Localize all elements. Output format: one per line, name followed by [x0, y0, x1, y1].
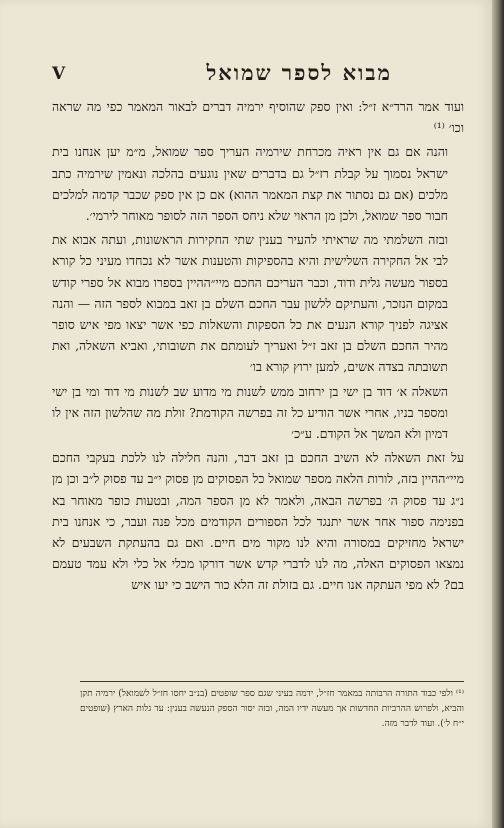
book-spine-edge — [492, 0, 504, 828]
paragraph-3: ובזה השלמתי מה שראיתי להעיר בענין שתי החקירות הראשונות, ועתה אבוא את לבי אל החקירה השלישית והיא בהספיקות והטענות אשר לא נכחדו מעיני כל קורא בספור מעשה גלית ודוד, וכבר העריכם החכם מיי״ההיין בספרו מבוא אל ספרי קודש במקום הנזכר, והעתיקם ללשון עבר החכם השלם בן זאב במבוא לספר הזה — והנה אציגה לפניך קורא הנעים את כל הספקות והשאלות כפי אשר יצאו מפי איש סופר מהיר החכם השלם בן זאב ז״ל ואעריך לעומתם את תשובותי, ואביא השאלה, ואת תשובתה בצדה אשים, למען ירוץ קורא בו׳ — [52, 232, 448, 375]
footnote-divider — [80, 681, 464, 682]
body-text — [52, 96, 464, 599]
paragraph-2: והנה אם גם אין ראיה מכרחת שירמיה העריך ספר שמואל, מ״מ יען אנחנו בית ישראל נסמוך על קבלת רז״ל גם בדברים שאין נוגעים בהלכה ונאמין שירמיה כתב מלכים (אם גם נסתור את קצת המאמר ההוא) אם כן אין ספק שכבר קדמה למלכים חבור ספר שמואל, ולכן מן הראוי שלא ניחס הספר הזה לסופר מאוחר לירמי׳. — [52, 144, 448, 224]
footnote: ⁽¹⁾ ולפי כבוד התורה הרבותה במאמר חז״ל, ידמה בעיני שגם ספר שופטים (בנ״ב יחסו חז״ל לשמואל) ירמיה תקן והביא, ולפרוש ההרביות החדשות אך מעשה ידיו המה, ובזה יסור הספק הנעשה בענין: עד גלות הארץ (שופטים י״ח ל׳). ועוד לדבר מזה. — [80, 689, 464, 729]
question-paragraph: השאלה א׳ דוד בן ישי בן ירחוב ממש לשנות מי מדוע שב לשנות מי דוד ומי בן ישי ומספר בניו, אחרי אשר הודיע כל זה בפרשה הקודמת? זולת מה שהלשון הזה אין לו דמיון ולא המשך אל הקודם. ע״כ׳ — [52, 383, 448, 442]
page-number: V — [52, 64, 66, 84]
page-header — [52, 60, 462, 96]
paragraph-1: ועוד אמר הרד״א ז״ל: ואין ספק שהוסיף ירמיה דברים לבאור המאמר כפי מה שראה וכו׳ ⁽¹⁾ — [52, 99, 464, 136]
answer-paragraph: על זאת השאלה לא השיב החכם בן זאב דבר, והנה חלילה לנו ללכת בעקבי החכם מיי״ההיין בזה, לורות הלאה מספר שמואל כל הפסוקים מן פסוק י״ב עד פסוק ל״ב וכן מן נ״ג עד פסוק ה׳ בפרשה הבאה, ולאמר לא מן הספר המה, ובטעות כופר מאוחר בא בפנימה ספור אחר אשר יתנגד לכל הספורים הקודמים מכל פנה ועבר, כי אנחנו בית ישראל מחזיקים במסורה והיא לנו מקור מים חיים. ואם גם בהעתקת השבעים לא נמצאו הפסוקים האלה, מה לנו לדברי קדש אשר דורקו מכלי אל כלי ולא עמד טעמם בם? לא מפי העתקה אנו חיים. גם בזולת זה הלא כור הישב כי יעו איש — [52, 450, 464, 593]
running-title: מבוא לספר שמואל — [206, 60, 392, 85]
